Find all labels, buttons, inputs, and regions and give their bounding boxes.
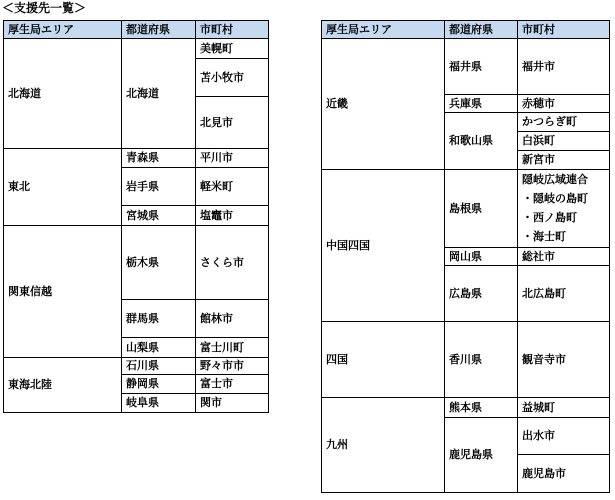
municipality-cell: 鹿児島市 — [518, 455, 610, 493]
header-prefecture: 都道府県 — [445, 21, 518, 39]
prefecture-cell: 静岡県 — [122, 375, 196, 394]
municipality-cell: 北見市 — [196, 97, 269, 149]
prefecture-cell: 鹿児島県 — [445, 418, 518, 493]
header-municipality: 市町村 — [196, 21, 269, 39]
municipality-cell: 関市 — [196, 394, 269, 413]
table-row — [322, 398, 610, 418]
prefecture-cell: 宮城県 — [122, 206, 196, 226]
municipality-cell: 塩竈市 — [196, 206, 269, 226]
municipality-cell: ・隠岐の島町 — [518, 190, 610, 209]
table-row — [322, 170, 610, 190]
municipality-cell: さくら市 — [196, 226, 269, 300]
header-municipality: 市町村 — [518, 21, 610, 39]
table-row — [4, 358, 269, 375]
prefecture-cell: 青森県 — [122, 149, 196, 168]
municipality-cell: 北広島町 — [518, 266, 610, 322]
header-area: 厚生局エリア — [322, 21, 445, 39]
table-header-row — [322, 21, 610, 39]
municipality-cell: かつらぎ町 — [518, 113, 610, 132]
prefecture-cell: 岐阜県 — [122, 394, 196, 413]
support-table-left — [3, 20, 269, 413]
municipality-cell: 総社市 — [518, 248, 610, 266]
prefecture-cell: 島根県 — [445, 170, 518, 248]
municipality-cell: 館林市 — [196, 300, 269, 338]
table-header-row — [4, 21, 269, 39]
prefecture-cell: 岩手県 — [122, 168, 196, 206]
prefecture-cell: 熊本県 — [445, 398, 518, 418]
municipality-cell: 隠岐広域連合 — [518, 170, 610, 190]
prefecture-cell: 岡山県 — [445, 248, 518, 266]
municipality-cell: 福井市 — [518, 39, 610, 95]
prefecture-cell: 和歌山県 — [445, 113, 518, 170]
area-cell: 四国 — [322, 322, 445, 398]
municipality-cell: 富士市 — [196, 375, 269, 394]
table-row — [322, 39, 610, 95]
municipality-cell: ・西ノ島町 — [518, 209, 610, 228]
prefecture-cell: 群馬県 — [122, 300, 196, 338]
municipality-cell: 苫小牧市 — [196, 59, 269, 97]
prefecture-cell: 香川県 — [445, 322, 518, 398]
municipality-cell: 美幌町 — [196, 39, 269, 59]
prefecture-cell: 広島県 — [445, 266, 518, 322]
area-cell: 九州 — [322, 398, 445, 493]
area-cell: 近畿 — [322, 39, 445, 170]
municipality-cell: 益城町 — [518, 398, 610, 418]
page-title: ＜支援先一覧＞ — [2, 1, 87, 15]
area-cell: 東海北陸 — [4, 358, 122, 413]
municipality-cell: ・海士町 — [518, 228, 610, 248]
table-row — [322, 322, 610, 398]
prefecture-cell: 石川県 — [122, 358, 196, 375]
area-cell: 東北 — [4, 149, 122, 226]
prefecture-cell: 福井県 — [445, 39, 518, 95]
municipality-cell: 軽米町 — [196, 168, 269, 206]
support-table-right — [321, 20, 610, 493]
header-area: 厚生局エリア — [4, 21, 122, 39]
prefecture-cell: 兵庫県 — [445, 95, 518, 113]
municipality-cell: 富士川町 — [196, 338, 269, 358]
municipality-cell: 新宮市 — [518, 151, 610, 170]
municipality-cell: 観音寺市 — [518, 322, 610, 398]
municipality-cell: 赤穂市 — [518, 95, 610, 113]
area-cell: 中国四国 — [322, 170, 445, 322]
prefecture-cell: 山梨県 — [122, 338, 196, 358]
header-prefecture: 都道府県 — [122, 21, 196, 39]
prefecture-cell: 北海道 — [122, 39, 196, 149]
prefecture-cell: 栃木県 — [122, 226, 196, 300]
table-row — [4, 149, 269, 168]
area-cell: 北海道 — [4, 39, 122, 149]
table-row — [4, 39, 269, 59]
municipality-cell: 白浜町 — [518, 132, 610, 151]
municipality-cell: 平川市 — [196, 149, 269, 168]
area-cell: 関東信越 — [4, 226, 122, 358]
municipality-cell: 出水市 — [518, 418, 610, 455]
municipality-cell: 野々市市 — [196, 358, 269, 375]
table-row — [4, 226, 269, 300]
